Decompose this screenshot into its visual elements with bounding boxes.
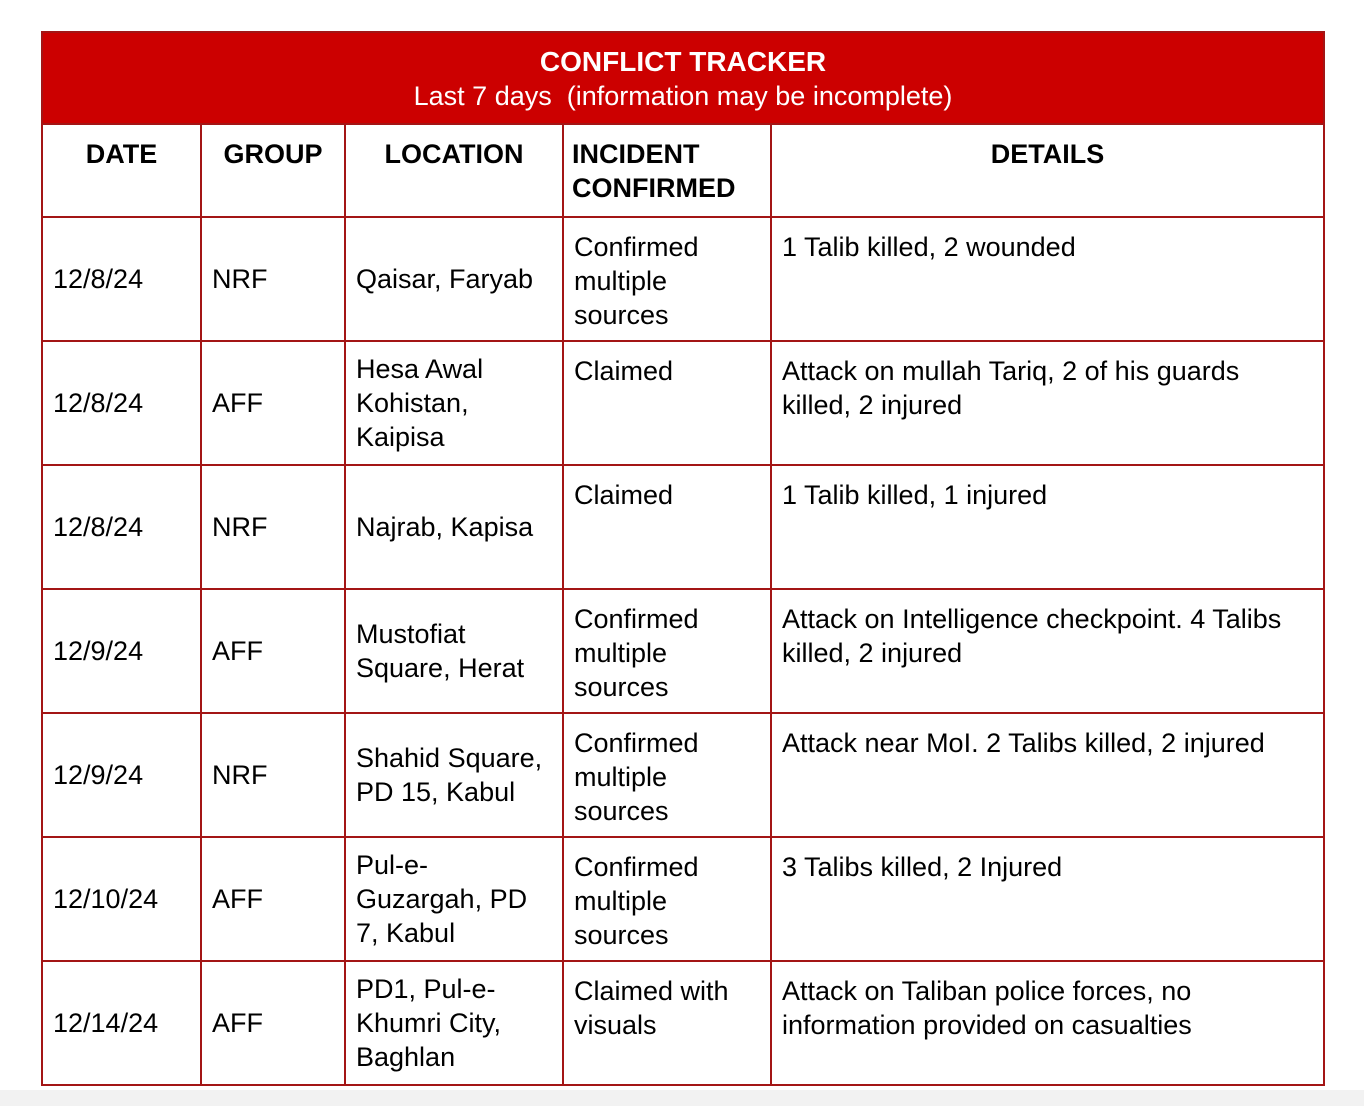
- cell-incident: Confirmed multiple sources: [563, 713, 771, 837]
- cell-incident: Confirmed multiple sources: [563, 837, 771, 961]
- cell-date: 12/8/24: [42, 217, 201, 341]
- column-header-group: GROUP: [201, 124, 345, 217]
- cell-group: NRF: [201, 217, 345, 341]
- cell-location: Mustofiat Square, Herat: [345, 589, 563, 713]
- cell-details: Attack near MoI. 2 Talibs killed, 2 injured: [771, 713, 1324, 837]
- cell-details: Attack on Taliban police forces, no information provided on casualties: [771, 961, 1324, 1085]
- cell-group: AFF: [201, 961, 345, 1085]
- cell-date: 12/10/24: [42, 837, 201, 961]
- column-header-details: DETAILS: [771, 124, 1324, 217]
- cell-details: Attack on mullah Tariq, 2 of his guards killed, 2 injured: [771, 341, 1324, 465]
- cell-incident: Claimed: [563, 341, 771, 465]
- cell-details: Attack on Intelligence checkpoint. 4 Talibs killed, 2 injured: [771, 589, 1324, 713]
- cell-group: NRF: [201, 465, 345, 589]
- cell-location: Shahid Square, PD 15, Kabul: [345, 713, 563, 837]
- table-row: [42, 589, 1324, 713]
- table-row: [42, 713, 1324, 837]
- cell-location: Pul-e-Guzargah, PD 7, Kabul: [345, 837, 563, 961]
- table-row: [42, 837, 1324, 961]
- column-header-location: LOCATION: [345, 124, 563, 217]
- column-header-incident-line1: INCIDENT: [572, 139, 700, 169]
- conflict-tracker-table: [41, 31, 1325, 1086]
- cell-group: AFF: [201, 341, 345, 465]
- cell-details: 3 Talibs killed, 2 Injured: [771, 837, 1324, 961]
- column-header-incident-line2: CONFIRMED: [572, 173, 736, 203]
- cell-incident: Confirmed multiple sources: [563, 217, 771, 341]
- cell-location: Hesa Awal Kohistan, Kaipisa: [345, 341, 563, 465]
- column-header-row: [42, 124, 1324, 217]
- cell-incident: Confirmed multiple sources: [563, 589, 771, 713]
- cell-incident: Claimed: [563, 465, 771, 589]
- table-subtitle: Last 7 days (information may be incomplete): [413, 81, 953, 111]
- table-title-banner: [42, 32, 1324, 124]
- table-title: CONFLICT TRACKER: [539, 46, 827, 77]
- column-header-date: DATE: [42, 124, 201, 217]
- table-row: [42, 961, 1324, 1085]
- cell-details: 1 Talib killed, 1 injured: [771, 465, 1324, 589]
- cell-location: PD1, Pul-e-Khumri City, Baghlan: [345, 961, 563, 1085]
- cell-date: 12/9/24: [42, 589, 201, 713]
- cell-incident: Claimed with visuals: [563, 961, 771, 1085]
- cell-group: NRF: [201, 713, 345, 837]
- table-row: [42, 465, 1324, 589]
- cell-group: AFF: [201, 589, 345, 713]
- table-row: [42, 341, 1324, 465]
- cell-location: Qaisar, Faryab: [345, 217, 563, 341]
- cell-details: 1 Talib killed, 2 wounded: [771, 217, 1324, 341]
- cell-date: 12/14/24: [42, 961, 201, 1085]
- cell-date: 12/8/24: [42, 465, 201, 589]
- cell-date: 12/9/24: [42, 713, 201, 837]
- table-row: [42, 217, 1324, 341]
- cell-date: 12/8/24: [42, 341, 201, 465]
- cell-group: AFF: [201, 837, 345, 961]
- cell-location: Najrab, Kapisa: [345, 465, 563, 589]
- column-header-incident-confirmed: [563, 124, 771, 217]
- page-bottom-strip: [0, 1090, 1364, 1106]
